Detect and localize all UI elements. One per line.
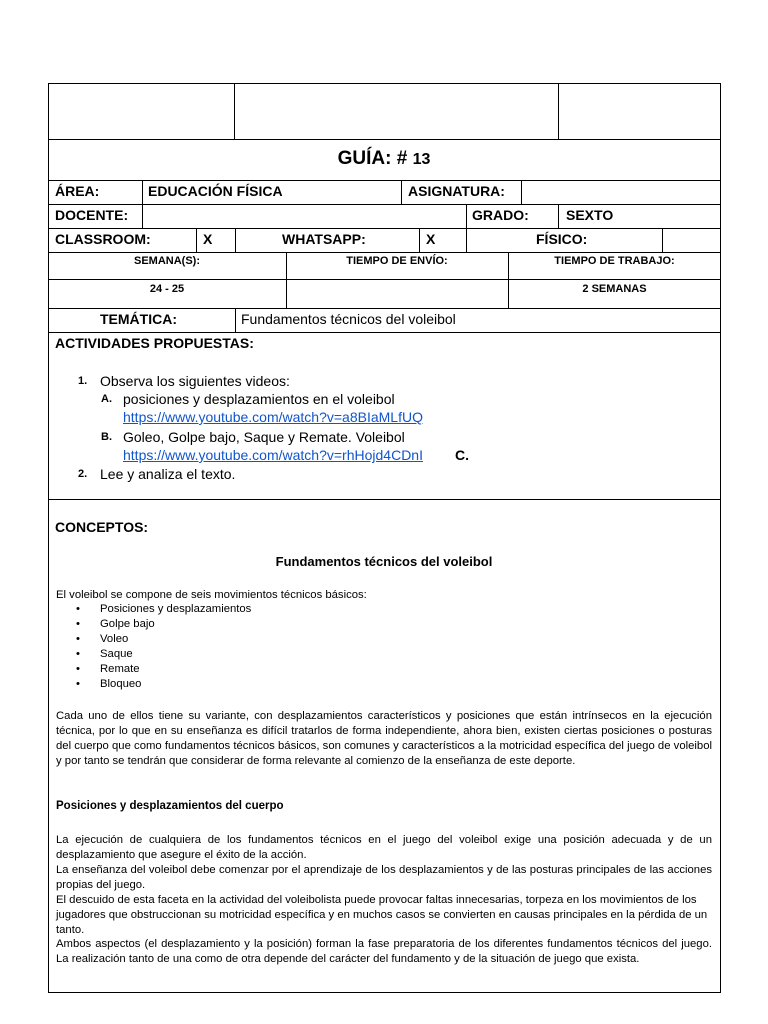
list-item: • Golpe bajo [76,617,251,632]
divider [235,308,236,332]
area-label: ÁREA: [55,183,100,199]
divider [142,204,143,228]
asignatura-label: ASIGNATURA: [408,183,505,199]
video-link-b[interactable]: https://www.youtube.com/watch?v=rhHojd4CDnI [123,447,423,463]
row-line-2 [48,180,721,181]
movements-list [76,602,251,692]
list-item: • Saque [76,647,251,662]
divider [142,180,143,204]
list-item: • Posiciones y desplazamientos [76,602,251,617]
divider [466,204,467,228]
divider [401,180,402,204]
envio-label: TIEMPO DE ENVÍO: [346,255,448,267]
grado-value: SEXTO [566,207,614,223]
divider [196,228,197,252]
tematica-value: Fundamentos técnicos del voleibol [241,311,456,327]
tematica-label: TEMÁTICA: [100,311,177,327]
item2-number: 2. [78,468,88,480]
grado-label: GRADO: [472,207,529,223]
list-item: • Bloqueo [76,677,251,692]
row-line-6 [48,279,721,280]
list-item: • Voleo [76,632,251,647]
row-line-8 [48,332,721,333]
actividades-title: ACTIVIDADES PROPUESTAS: [55,335,254,351]
divider [419,228,420,252]
divider [521,180,522,204]
whatsapp-label: WHATSAPP: [282,231,366,247]
divider [235,228,236,252]
classroom-value: X [203,231,213,247]
docente-label: DOCENTE: [55,207,129,223]
whatsapp-value: X [426,231,436,247]
row-line-4 [48,228,721,229]
paragraph-3: La enseñanza del voleibol debe comenzar por el aprendizaje de los desplazamientos y de las posturas principales de las acciones propias del juego. [56,864,712,891]
divider [466,228,467,252]
divider [662,228,663,252]
item1-text: Observa los siguientes videos: [100,373,290,389]
row-line-3 [48,204,721,205]
area-value: EDUCACIÓN FÍSICA [148,183,283,199]
video-link-a[interactable]: https://www.youtube.com/watch?v=a8BIaMLfUQ [123,409,423,425]
row-line-7 [48,308,721,309]
trabajo-label: TIEMPO DE TRABAJO: [554,255,675,267]
paragraph-1: Cada uno de ellos tiene su variante, con desplazamientos característicos y posiciones que están intrínsecos en la ejecución técnica, por lo que en su enseñanza es difícil tratarlos de forma independiente, ahora bien, existen ciertas posiciones o posturas del cuerpo que como fundamentos técnicos básicos, son comunes y característicos a la motricidad específica del juego de voleibol y por tanto se tendrán que considerar de forma relevante al comienzo de la enseñanza de este deporte. [56,710,712,767]
list-item: • Remate [76,662,251,677]
paragraph-5: Ambos aspectos (el desplazamiento y la posición) forman la fase preparatoria de los diferentes fundamentos técnicos del juego. La realización tanto de una como de otra depende del carácter del fundamento y de la situación de juego que exista. [56,938,712,965]
divider [558,204,559,228]
item-b-text: Goleo, Golpe bajo, Saque y Remate. Voleibol [123,429,405,445]
semana-value: 24 - 25 [149,283,185,295]
section-title: Posiciones y desplazamientos del cuerpo [56,800,284,812]
item2-text: Lee y analiza el texto. [100,466,236,482]
row-line-1 [48,139,721,140]
item-c-letter: C. [455,447,469,463]
item-b-letter: B. [101,431,112,443]
paragraph-2: La ejecución de cualquiera de los fundamentos técnicos en el juego del voleibol exige una posición adecuada y de un desplazamiento que asegure el éxito de la acción. [56,834,712,861]
guia-title: GUÍA: # 13 [337,148,431,169]
semana-label: SEMANA(S): [134,255,200,267]
conceptos-title: CONCEPTOS: [55,519,149,535]
logo-cell-divider-1 [234,83,235,139]
paragraph-4: El descuido de esta faceta en la actividad del voleibolista puede provocar faltas innecesarias, torpeza en los movimientos de los jugadores que obstruccionan su motricidad específica y en muchos casos se convierten en causas principales en la pérdida de un tanto. [56,894,708,936]
logo-cell-divider-2 [558,83,559,139]
item1-number: 1. [78,375,88,387]
row-line-5 [48,252,721,253]
trabajo-value: 2 SEMANAS [582,283,647,295]
item-a-letter: A. [101,393,112,405]
row-line-9 [48,499,721,500]
conceptos-subtitle: Fundamentos técnicos del voleibol [275,554,493,569]
fisico-label: FÍSICO: [536,231,588,247]
conceptos-intro: El voleibol se compone de seis movimientos técnicos básicos: [56,589,367,601]
item-a-text: posiciones y desplazamientos en el voleibol [123,391,395,407]
classroom-label: CLASSROOM: [55,231,151,247]
